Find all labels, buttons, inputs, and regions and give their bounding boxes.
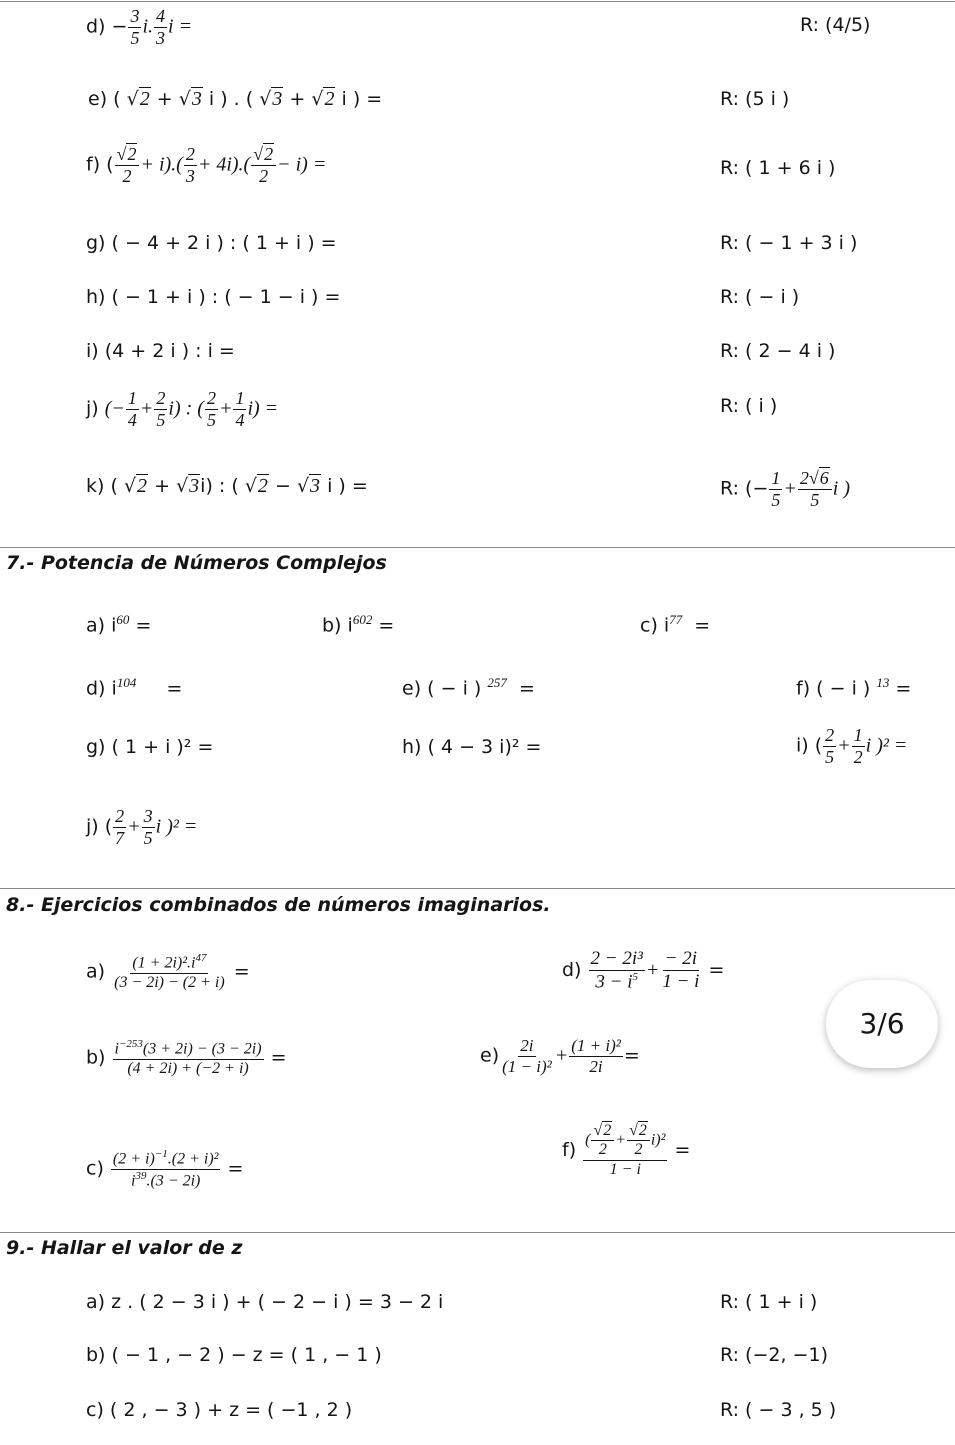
- exercise-7d: d) $i^{104}$ =: [86, 675, 183, 700]
- exercise-7h: h) ( 4 − 3 i)² =: [402, 736, 542, 758]
- exercise-8e: e) $\frac{2i}{\text{(1 − i)²}}$ + $\frac{\text{(1 + i)²}}{2i}$ =: [480, 1036, 640, 1076]
- section-divider: [0, 547, 955, 548]
- answer-9a: R: ( 1 + i ): [720, 1291, 818, 1313]
- answer-9c: R: ( − 3 , 5 ): [720, 1399, 837, 1421]
- exercise-8c: c) $\frac{(2 + i)^{-1}.(2 + i)^2}{i^{39}.(3 - 2i)}$ =: [86, 1148, 244, 1190]
- top-rule: [0, 1, 955, 2]
- answer-6g: R: ( − 1 + 3 i ): [720, 232, 858, 254]
- section-9-title: 9.- Hallar el valor de z: [6, 1237, 243, 1259]
- exercise-7j: j) ( $\frac{2}{7}$ + $\frac{3}{5}$ i )² =: [86, 806, 198, 848]
- answer-6h: R: ( − i ): [720, 286, 800, 308]
- answer-6j: R: ( i ): [720, 395, 778, 417]
- exercise-7f: f) ( − i ) $^{13}$ =: [796, 675, 912, 700]
- exercise-7b: b) $i^{602}$ =: [322, 612, 395, 637]
- exercise-8d: d) $\frac{\text{2 − 2i³}}{3 - i^5}$ + $\frac{- 2i}{1 - i}$ =: [562, 948, 725, 993]
- exercise-8f: f) ( $\frac{√2}{2}$ + $\frac{√2}{2}$ i)² 1 − i =: [562, 1122, 691, 1178]
- exercise-6h: h) ( − 1 + i ) : ( − 1 − i ) =: [86, 286, 341, 308]
- section-8-title: 8.- Ejercicios combinados de números imaginarios.: [6, 894, 551, 916]
- exercise-7a: a) $i^{60}$ =: [86, 612, 152, 637]
- exercise-8b: b) $\frac{i^{-253}(3 + 2i) - (3 - 2i)}{(4 + 2i) + (-2 + i)}$ =: [86, 1038, 287, 1077]
- exercise-6g: g) ( − 4 + 2 i ) : ( 1 + i ) =: [86, 232, 337, 254]
- fraction: $\frac{3}{5}$: [130, 6, 140, 48]
- exercise-8a: a) $\frac{(1 + 2i)^2.i^{47}}{(3 - 2i) - (2 + i)}$ =: [86, 952, 250, 991]
- exercise-9b: b) ( − 1 , − 2 ) − z = ( 1 , − 1 ): [86, 1344, 382, 1366]
- exercise-9c: c) ( 2 , − 3 ) + z = ( −1 , 2 ): [86, 1399, 353, 1421]
- fraction: $\frac{4}{3}$: [156, 6, 166, 48]
- answer-6k: R: (− $\frac{1}{5}$ + $\frac{2√6}{5}$ i ): [720, 468, 850, 510]
- exercise-6f: f) ( $\frac{√2}{2}$ + i).( $\frac{2}{3}$ + 4i).( $\frac{√2}{2}$ − i) =: [86, 144, 327, 186]
- exercise-6e: e) ( √2 + √3 i ) . ( √3 + √2 i ) =: [88, 88, 383, 110]
- exercise-6j: j) (− $\frac{1}{4}$ + $\frac{2}{5}$ i) : ( $\frac{2}{5}$ + $\frac{1}{4}$ i) =: [86, 388, 279, 430]
- label: d): [86, 15, 106, 38]
- page-indicator: 3/6: [826, 980, 938, 1068]
- exercise-9a: a) z . ( 2 − 3 i ) + ( − 2 − i ) = 3 − 2 i: [86, 1291, 444, 1313]
- exercise-6d: d) − $\frac{3}{5}$ i. $\frac{4}{3}$ i =: [86, 6, 193, 48]
- answer-6i: R: ( 2 − 4 i ): [720, 340, 836, 362]
- exercise-7i: i) ( $\frac{2}{5}$ + $\frac{1}{2}$ i )² =: [796, 725, 908, 767]
- exercise-7g: g) ( 1 + i )² =: [86, 736, 214, 758]
- exercise-6i: i) (4 + 2 i ) : i =: [86, 340, 235, 362]
- section-divider: [0, 1232, 955, 1233]
- exercise-7c: c) $i^{77}$ =: [640, 612, 711, 637]
- section-divider: [0, 888, 955, 889]
- exercise-7e: e) ( − i ) $^{257}$ =: [402, 675, 535, 700]
- answer-6f: R: ( 1 + 6 i ): [720, 157, 836, 179]
- exercise-6k: k) ( √2 + √3i) : ( √2 − √3 i ) =: [86, 475, 368, 497]
- section-7-title: 7.- Potencia de Números Complejos: [6, 552, 387, 574]
- answer-6d: R: (4/5): [800, 14, 871, 36]
- answer-6e: R: (5 i ): [720, 88, 790, 110]
- answer-9b: R: (−2, −1): [720, 1344, 828, 1366]
